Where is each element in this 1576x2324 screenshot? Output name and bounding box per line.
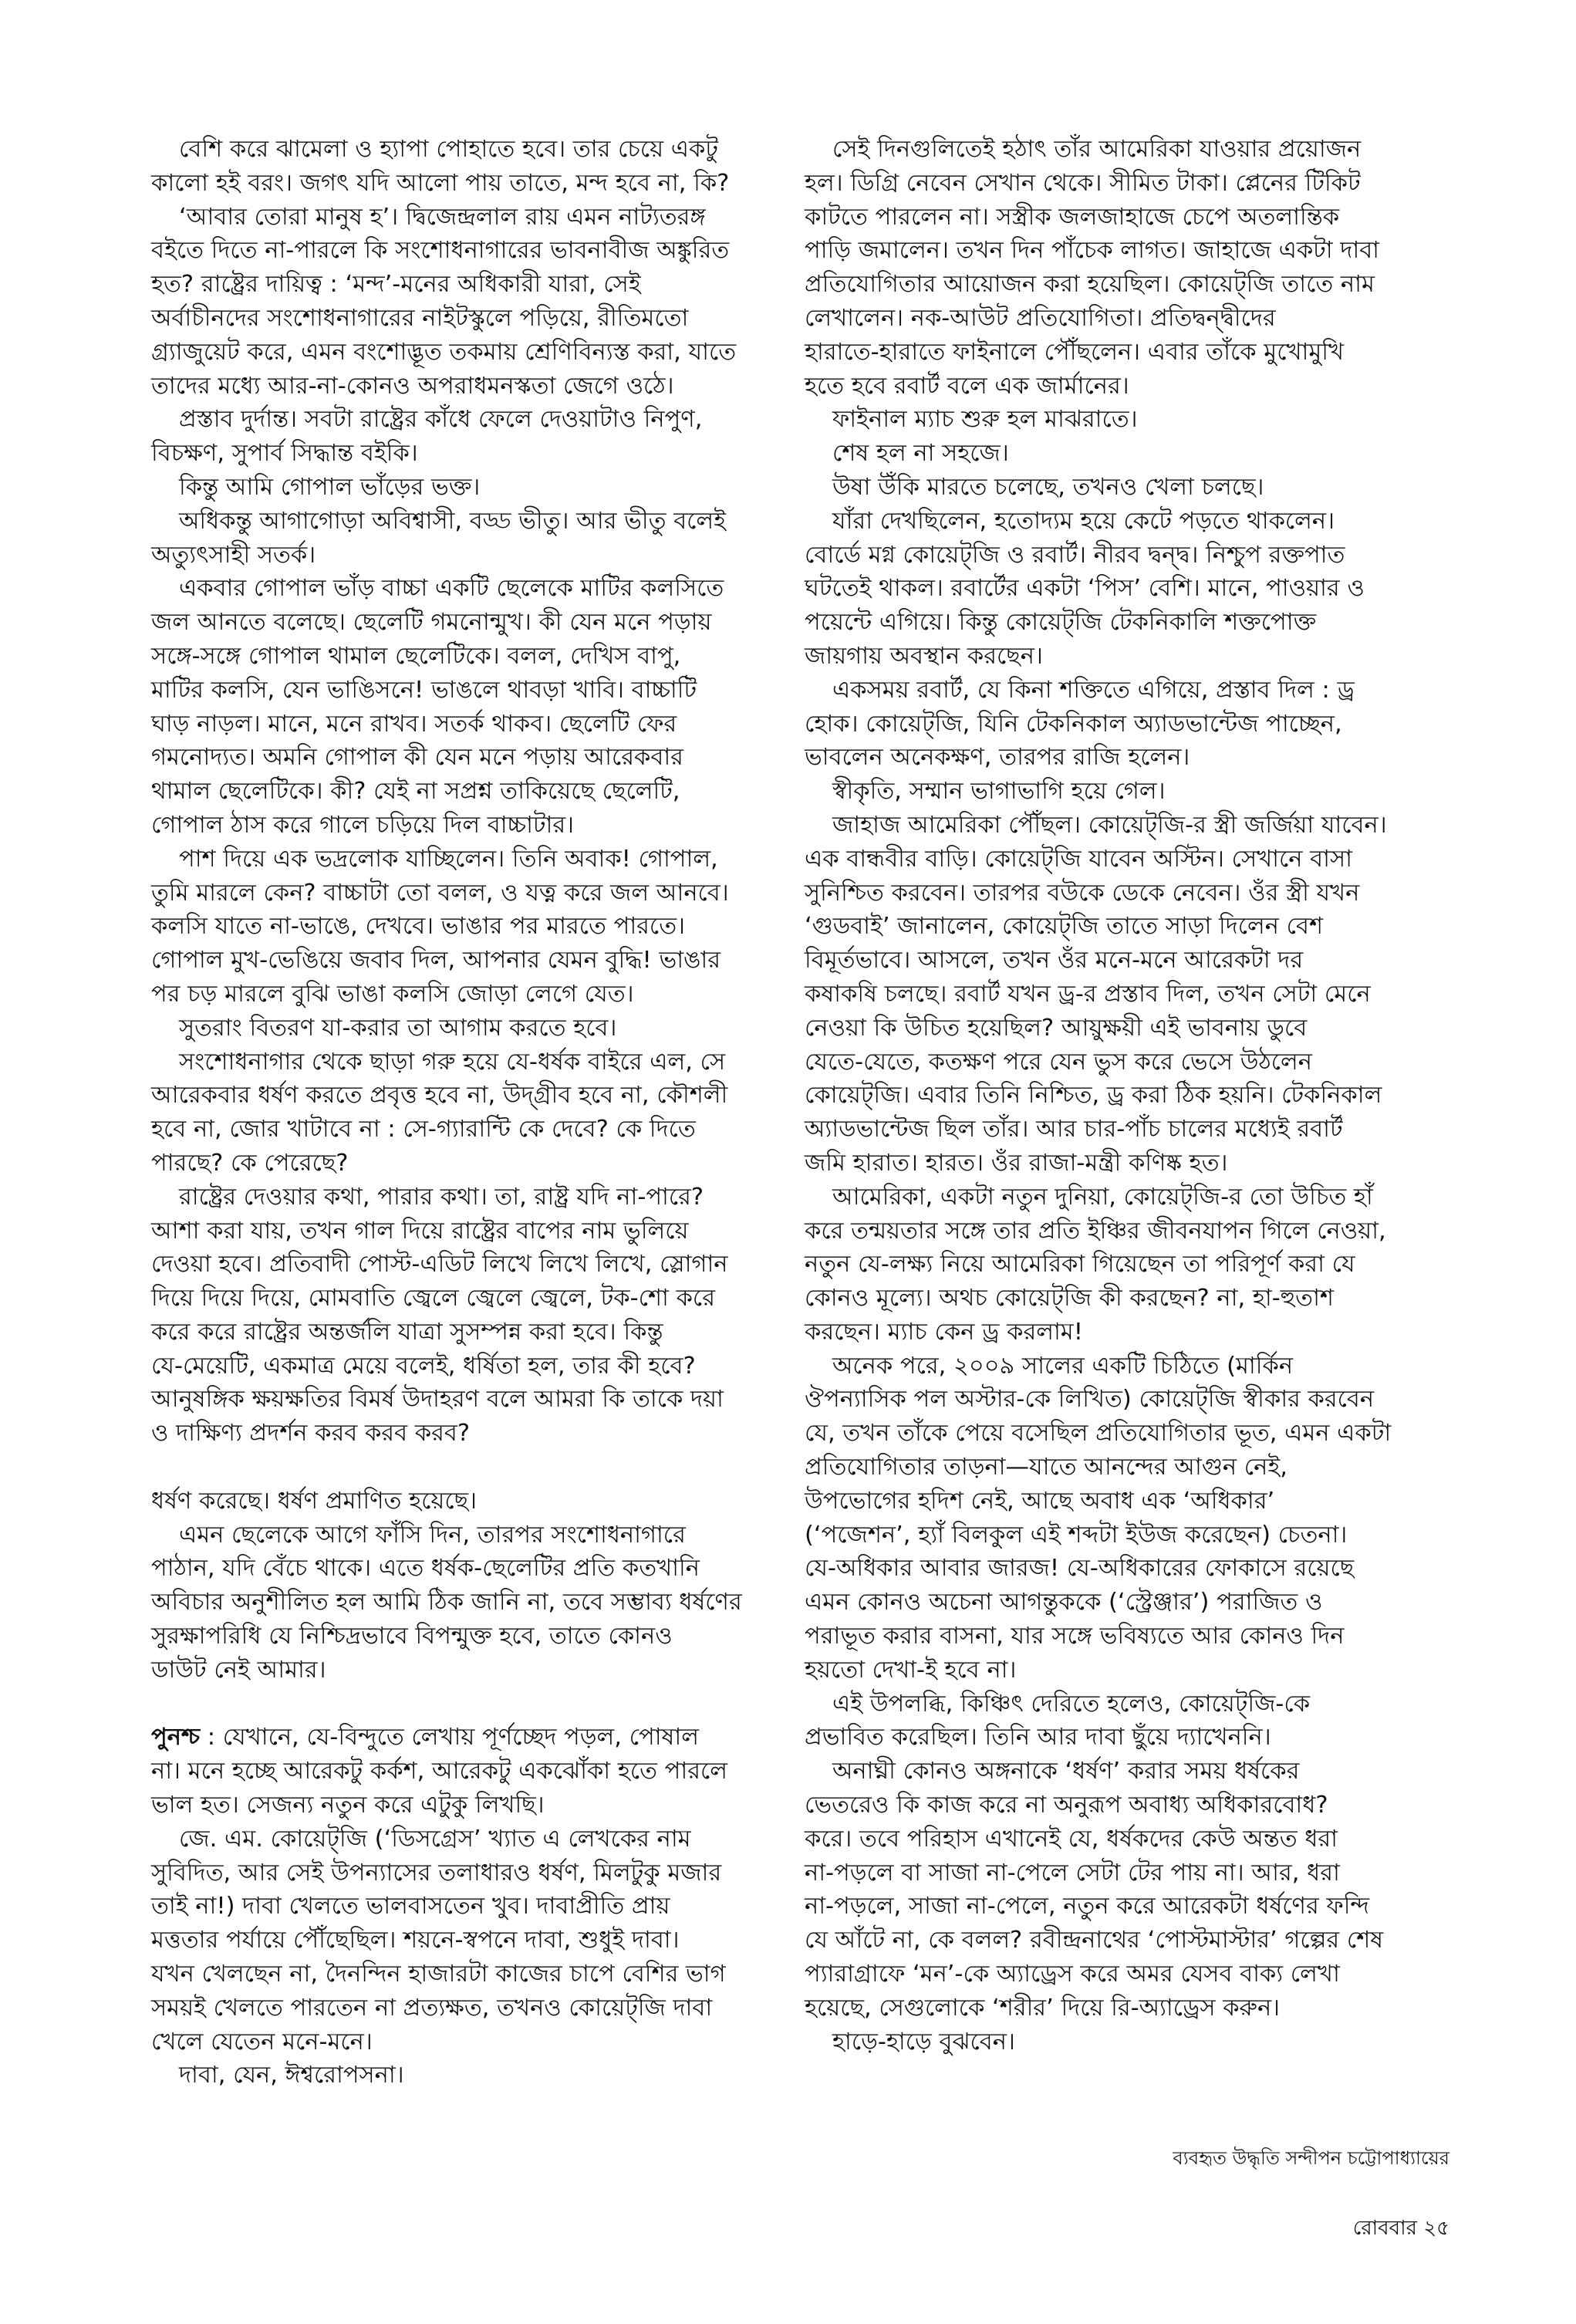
body-paragraph: শেষ হল না সহজে।	[832, 440, 1009, 468]
body-paragraph: অনেক পরে, ২০০৯ সালের একটি চিঠিতে (মার্কিন ঔপন্যাসিক পল অস্টার-কে লিখিত) কোয়েট্‌জি স্বীকার করবেন যে, তখন তাঁকে পেয়ে বসেছিল প্রতিযোগিতার ভূত, এমন একটা প্রতিযোগিতার তাড়না—যাতে আনন্দের আগুন নেই, উপভোগের হদিশ নেই, আছে অবাধ এক ‘অধিকার’ (‘পজেশন’, হ্যাঁ বিলকুল এই শব্দটা ইউজ করেছেন) চেতনা। যে-অধিকার আবার জারজ! যে-অধিকারের ফোকাসে রয়েছে এমন কোনও অচেনা আগন্তুককে (‘স্ট্রেঞ্জার’) পরাজিত ও পরাভূত করার বাসনা, যার সঙ্গে ভবিষ্যতে আর কোনও দিন হয়তো দেখা-ই হবে না।	[805, 1352, 1392, 1684]
body-paragraph: সেই দিনগুলিতেই হঠাৎ তাঁর আমেরিকা যাওয়ার প্রয়োজন হল। ডিগ্রি নেবেন সেখান থেকে। সীমিত টাকা। প্লেনের টিকিট কাটতে পারলেন না। সস্ত্রীক জলজাহাজে চেপে অতলান্তিক পাড়ি জমালেন। তখন দিন পাঁচেক লাগত। জাহাজে একটা দাবা প্রতিযোগিতার আয়োজন করা হয়েছিল। কোয়েট্‌জি তাতে নাম লেখালেন। নক-আউট প্রতিযোগিতা। প্রতিদ্বন্দ্বীদের হারাতে-হারাতে ফাইনালে পৌঁছলেন। এবার তাঁকে মুখোমুখি হতে হবে রবার্ট বলে এক জার্মানের।	[805, 136, 1380, 400]
body-paragraph: এই উপলব্ধি, কিঞ্চিৎ দেরিতে হলেও, কোয়েট্‌জি-কে প্রভাবিত করেছিল। তিনি আর দাবা ছুঁয়ে দ্যাখেননি।	[805, 1690, 1311, 1751]
body-paragraph: সংশোধনাগার থেকে ছাড়া গরু হয়ে যে-ধর্ষক বাইরে এল, সে আরেকবার ধর্ষণ করতে প্রবৃত্ত হবে না, উদ্গ্রীব হবে না, কৌশলী হবে না, জোর খাটাবে না : সে-গ্যারান্টি কে দেবে? কে দিতে পারছে? কে পেরেছে?	[151, 1048, 728, 1177]
body-paragraph: উষা উঁকি মারতে চলেছে, তখনও খেলা চলছে।	[832, 473, 1264, 501]
body-paragraph: একবার গোপাল ভাঁড় বাচ্চা একটি ছেলেকে মাটির কলসিতে জল আনতে বলেছে। ছেলেটি গমনোন্মুখ। কী যেন মনে পড়ায় সঙ্গে-সঙ্গে গোপাল থামাল ছেলেটিকে। বলল, দেখিস বাপু, মাটির কলসি, যেন ভাঙিসনে! ভাঙলে থাবড়া খাবি। বাচ্চাটি ঘাড় নাড়ল। মানে, মনে রাখব। সতর্ক থাকব। ছেলেটি ফের গমনোদ্যত। অমনি গোপাল কী যেন মনে পড়ায় আরেকবার থামাল ছেলেটিকে। কী? যেই না সপ্রশ্ন তাকিয়েছে ছেলেটি, গোপাল ঠাস করে গালে চড়িয়ে দিল বাচ্চাটার।	[151, 575, 724, 839]
body-paragraph: দাবা, যেন, ঈশ্বরোপসনা।	[179, 2062, 404, 2089]
body-paragraph: স্বীকৃতি, সম্মান ভাগাভাগি হয়ে গেল।	[832, 778, 1166, 806]
body-paragraph: পাশ দিয়ে এক ভদ্রলোক যাচ্ছিলেন। তিনি অবাক! গোপাল, তুমি মারলে কেন? বাচ্চাটা তো বলল, ও যত্ন করে জল আনবে। কলসি যাতে না-ভাঙে, দেখবে। ভাঙার পর মারতে পারতে। গোপাল মুখ-ভেঙিয়ে জবাব দিল, আপনার যেমন বুদ্ধি! ভাঙার পর চড় মারলে বুঝি ভাঙা কলসি জোড়া লেগে যেত।	[151, 845, 729, 1008]
body-paragraph: জাহাজ আমেরিকা পৌঁছল। কোয়েট্‌জি-র স্ত্রী জর্জিয়া যাবেন। এক বান্ধবীর বাড়ি। কোয়েট্‌জি যাবেন অস্টিন। সেখানে বাসা সুনিশ্চিত করবেন। তারপর বউকে ডেকে নেবেন। ওঁর স্ত্রী যখন ‘গুডবাই’ জানালেন, কোয়েট্‌জি তাতে সাড়া দিলেন বেশ বিমূর্তভাবে। আসলে, তখন ওঁর মনে-মনে আরেকটা দর কষাকষি চলছে। রবার্ট যখন ড্র-র প্রস্তাব দিল, তখন সেটা মেনে নেওয়া কি উচিত হয়েছিল? আয়ুক্ষয়ী এই ভাবনায় ডুবে যেতে-যেতে, কতক্ষণ পরে যেন ভুস করে ভেসে উঠলেন কোয়েট্‌জি। এবার তিনি নিশ্চিত, ড্র করা ঠিক হয়নি। টেকনিকাল অ্যাডভান্টেজ ছিল তাঁর। আর চার-পাঁচ চালের মধ্যেই রবার্ট জমি হারাত। হারত। ওঁর রাজা-মন্ত্রী কণিষ্ক হত।	[805, 811, 1387, 1177]
postscript-paragraph	[151, 1721, 816, 1822]
body-paragraph: হাড়ে-হাড়ে বুঝবেন।	[832, 2028, 1015, 2055]
body-paragraph: এমন ছেলেকে আগে ফাঁসি দিন, তারপর সংশোধনাগারে পাঠান, যদি বেঁচে থাকে। এতে ধর্ষক-ছেলেটির প্রতি কতখানি অবিচার অনুশীলিত হল আমি ঠিক জানি না, তবে সম্ভাব্য ধর্ষণের সুরক্ষাপরিধি যে নিশ্চিদ্রভাবে বিপন্মুক্ত হবে, তাতে কোনও ডাউট নেই আমার।	[151, 1521, 742, 1684]
body-paragraph: সুতরাং বিতরণ যা-করার তা আগাম করতে হবে।	[179, 1014, 617, 1042]
right-column	[805, 133, 1470, 2059]
body-paragraph: জে. এম. কোয়েট্‌জি (‘ডিসগ্রেস’ খ্যাত এ লেখকের নাম সুবিদিত, আর সেই উপন্যাসের তলাধারও ধর্ষণ, মিলটুকু মজার তাই না!) দাবা খেলতে ভালবাসতেন খুব। দাবাপ্রীতি প্রায় মত্ততার পর্যায়ে পৌঁছেছিল। শয়নে-স্বপনে দাবা, শুধুই দাবা। যখন খেলছেন না, দৈনন্দিন হাজারটা কাজের চাপে বেশির ভাগ সময়ই খেলতে পারতেন না প্রত্যক্ষত, তখনও কোয়েট্‌জি দাবা খেলে যেতেন মনে-মনে।	[151, 1825, 726, 2055]
body-paragraph: ফাইনাল ম্যাচ শুরু হল মাঝরাতে।	[832, 406, 1138, 434]
body-paragraph: ‘আবার তোরা মানুষ হ’। দ্বিজেন্দ্রলাল রায় এমন নাট্যতরঙ্গ বইতে দিতে না-পারলে কি সংশোধনাগারের ভাবনাবীজ অঙ্কুরিত হত? রাষ্ট্রের দায়িত্ব : ‘মন্দ’-মনের অধিকারী যারা, সেই অর্বাচীনদের সংশোধনাগারের নাইটস্কুলে পড়িয়ে, রীতিমতো গ্র্যাজুয়েট করে, এমন বংশোদ্ভূত তকমায় শ্রেণিবিন্যস্ত করা, যাতে তাদের মধ্যে আর-না-কোনও অপরাধমনস্কতা জেগে ওঠে।	[151, 203, 737, 400]
body-paragraph: অনাঘ্নী কোনও অঙ্গনাকে ‘ধর্ষণ’ করার সময় ধর্ষকের ভেতরেও কি কাজ করে না অনুরূপ অবাধ্য অধিকারবোধ? করে। তবে পরিহাস এখানেই যে, ধর্ষকদের কেউ অন্তত ধরা না-পড়লে বা সাজা না-পেলে সেটা টের পায় না। আর, ধরা না-পড়লে, সাজা না-পেলে, নতুন করে আরেকটা ধর্ষণের ফন্দি যে আঁটে না, কে বলল? রবীন্দ্রনাথের ‘পোস্টমাস্টার’ গল্পের শেষ প্যারাগ্রাফে ‘মন’-কে অ্যাড্রেস করে অমর যেসব বাক্য লেখা হয়েছে, সেগুলোকে ‘শরীর’ দিয়ে রি-অ্যাড্রেস করুন।	[805, 1758, 1384, 2022]
postscript-text: : যেখানে, যে-বিন্দুতে লেখায় পূর্ণচ্ছেদ পড়ল, পোষাল না। মনে হচ্ছে আরেকটু কর্কশ, আরেকটু একঝোঁকা হতে পারলে ভাল হত। সেজন্য নতুন করে এটুকু লিখছি।	[151, 1724, 727, 1819]
paragraph-gap	[151, 1687, 816, 1721]
body-paragraph: আমেরিকা, একটা নতুন দুনিয়া, কোয়েট্‌জি-র তো উচিত হাঁ করে তন্ময়তার সঙ্গে তার প্রতি ইঞ্চির জীবনযাপন গিলে নেওয়া, নতুন যে-লক্ষ্য নিয়ে আমেরিকা গিয়েছেন তা পরিপূর্ণ করা যে কোনও মূল্যে। অথচ কোয়েট্‌জি কী করছেন? না, হা-হুতাশ করছেন। ম্যাচ কেন ড্র করলাম!	[805, 1183, 1386, 1346]
body-paragraph: ধর্ষণ করেছে। ধর্ষণ প্রমাণিত হয়েছে।	[151, 1487, 477, 1515]
body-paragraph: অধিকন্তু আগাগোড়া অবিশ্বাসী, বড্ড ভীতু। আর ভীতু বলেই অত্যুৎসাহী সতর্ক।	[151, 507, 727, 569]
body-paragraph: কিন্তু আমি গোপাল ভাঁড়ের ভক্ত।	[179, 473, 481, 501]
quote-credit: ব্যবহৃত উদ্ধৃতি সন্দীপন চট্টোপাধ্যায়ের	[1173, 2147, 1449, 2169]
body-paragraph: যাঁরা দেখছিলেন, হতোদ্যম হয়ে কেটে পড়তে থাকলেন। বোর্ডে মগ্ন কোয়েট্‌জি ও রবার্ট। নীরব দ্বন্দ্ব। নিশ্চুপ রক্তপাত ঘটতেই থাকল। রবার্টের একটা ‘পিস’ বেশি। মানে, পাওয়ার ও পয়েন্টে এগিয়ে। কিন্তু কোয়েট্‌জি টেকনিকালি শক্তপোক্ত জায়গায় অবস্থান করছেন।	[805, 507, 1365, 670]
postscript-label: পুনশ্চ	[151, 1724, 201, 1751]
body-paragraph: রাষ্ট্রের দেওয়ার কথা, পারার কথা। তা, রাষ্ট্র যদি না-পারে? আশা করা যায়, তখন গাল দিয়ে রাষ্ট্রের বাপের নাম ভুলিয়ে দেওয়া হবে। প্রতিবাদী পোস্ট-এডিট লিখে লিখে লিখে, স্লোগান দিয়ে দিয়ে দিয়ে, মোমবাতি জ্বেলে জ্বেলে জ্বেলে, টক-শো করে করে করে রাষ্ট্রের অন্তর্জলি যাত্রা সুসম্পন্ন করা হবে। কিন্তু যে-মেয়েটি, একমাত্র মেয়ে বলেই, ধর্ষিতা হল, তার কী হবে? আনুষঙ্গিক ক্ষয়ক্ষতির বিমর্ষ উদাহরণ বলে আমরা কি তাকে দয়া ও দাক্ষিণ্য প্রদর্শন করব করব করব?	[151, 1183, 728, 1447]
page-footer: রোববার ২৫	[1352, 2217, 1449, 2240]
body-paragraph: বেশি করে ঝামেলা ও হ্যাপা পোহাতে হবে। তার চেয়ে একটু কালো হই বরং। জগৎ যদি আলো পায় তাতে, মন্দ হবে না, কি?	[151, 136, 730, 197]
paragraph-gap	[151, 1451, 816, 1485]
body-paragraph: প্রস্তাব দুর্দান্ত। সবটা রাষ্ট্রের কাঁধে ফেলে দেওয়াটাও নিপুণ, বিচক্ষণ, সুপার্ব সিদ্ধান্ত বইকি।	[151, 406, 703, 468]
body-paragraph: একসময় রবার্ট, যে কিনা শক্তিতে এগিয়ে, প্রস্তাব দিল : ড্র হোক। কোয়েট্‌জি, যিনি টেকনিকাল অ্যাডভান্টেজ পাচ্ছেন, ভাবলেন অনেকক্ষণ, তারপর রাজি হলেন।	[805, 676, 1355, 772]
left-column	[151, 133, 816, 2093]
